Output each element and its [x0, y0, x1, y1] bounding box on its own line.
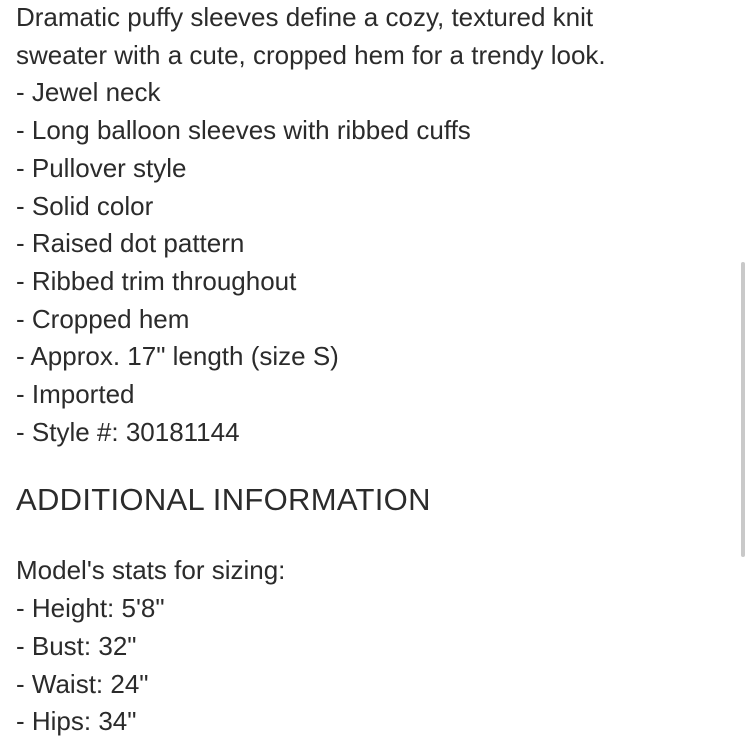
additional-information-heading: ADDITIONAL INFORMATION — [16, 482, 431, 518]
model-stats-list — [16, 590, 731, 741]
stat-item-hips: - Hips: 34" — [16, 706, 137, 737]
feature-item-length: - Approx. 17" length (size S) — [16, 341, 339, 372]
stat-item-height: - Height: 5'8" — [16, 593, 165, 624]
feature-item-balloon-sleeves: - Long balloon sleeves with ribbed cuffs — [16, 115, 471, 146]
product-description — [16, 0, 731, 451]
scrollbar-thumb[interactable] — [741, 262, 745, 557]
feature-item-jewel-neck: - Jewel neck — [16, 77, 161, 108]
feature-item-raised-dot-pattern: - Raised dot pattern — [16, 228, 245, 259]
feature-item-ribbed-trim: - Ribbed trim throughout — [16, 265, 297, 296]
description-line-1: Dramatic puffy sleeves define a cozy, textured knit — [16, 2, 594, 32]
feature-item-pullover-style: - Pullover style — [16, 152, 187, 183]
product-details-content — [16, 0, 731, 741]
model-stats — [16, 552, 731, 741]
description-line-2: sweater with a cute, cropped hem for a trendy look. — [16, 39, 606, 70]
feature-item-cropped-hem: - Cropped hem — [16, 303, 190, 334]
feature-item-solid-color: - Solid color — [16, 190, 154, 221]
feature-item-imported: - Imported — [16, 379, 135, 410]
feature-list — [16, 74, 731, 451]
model-stats-intro: Model's stats for sizing: — [16, 555, 286, 586]
feature-item-style-number: - Style #: 30181144 — [16, 416, 240, 447]
stat-item-bust: - Bust: 32" — [16, 630, 137, 661]
stat-item-waist: - Waist: 24" — [16, 668, 149, 699]
